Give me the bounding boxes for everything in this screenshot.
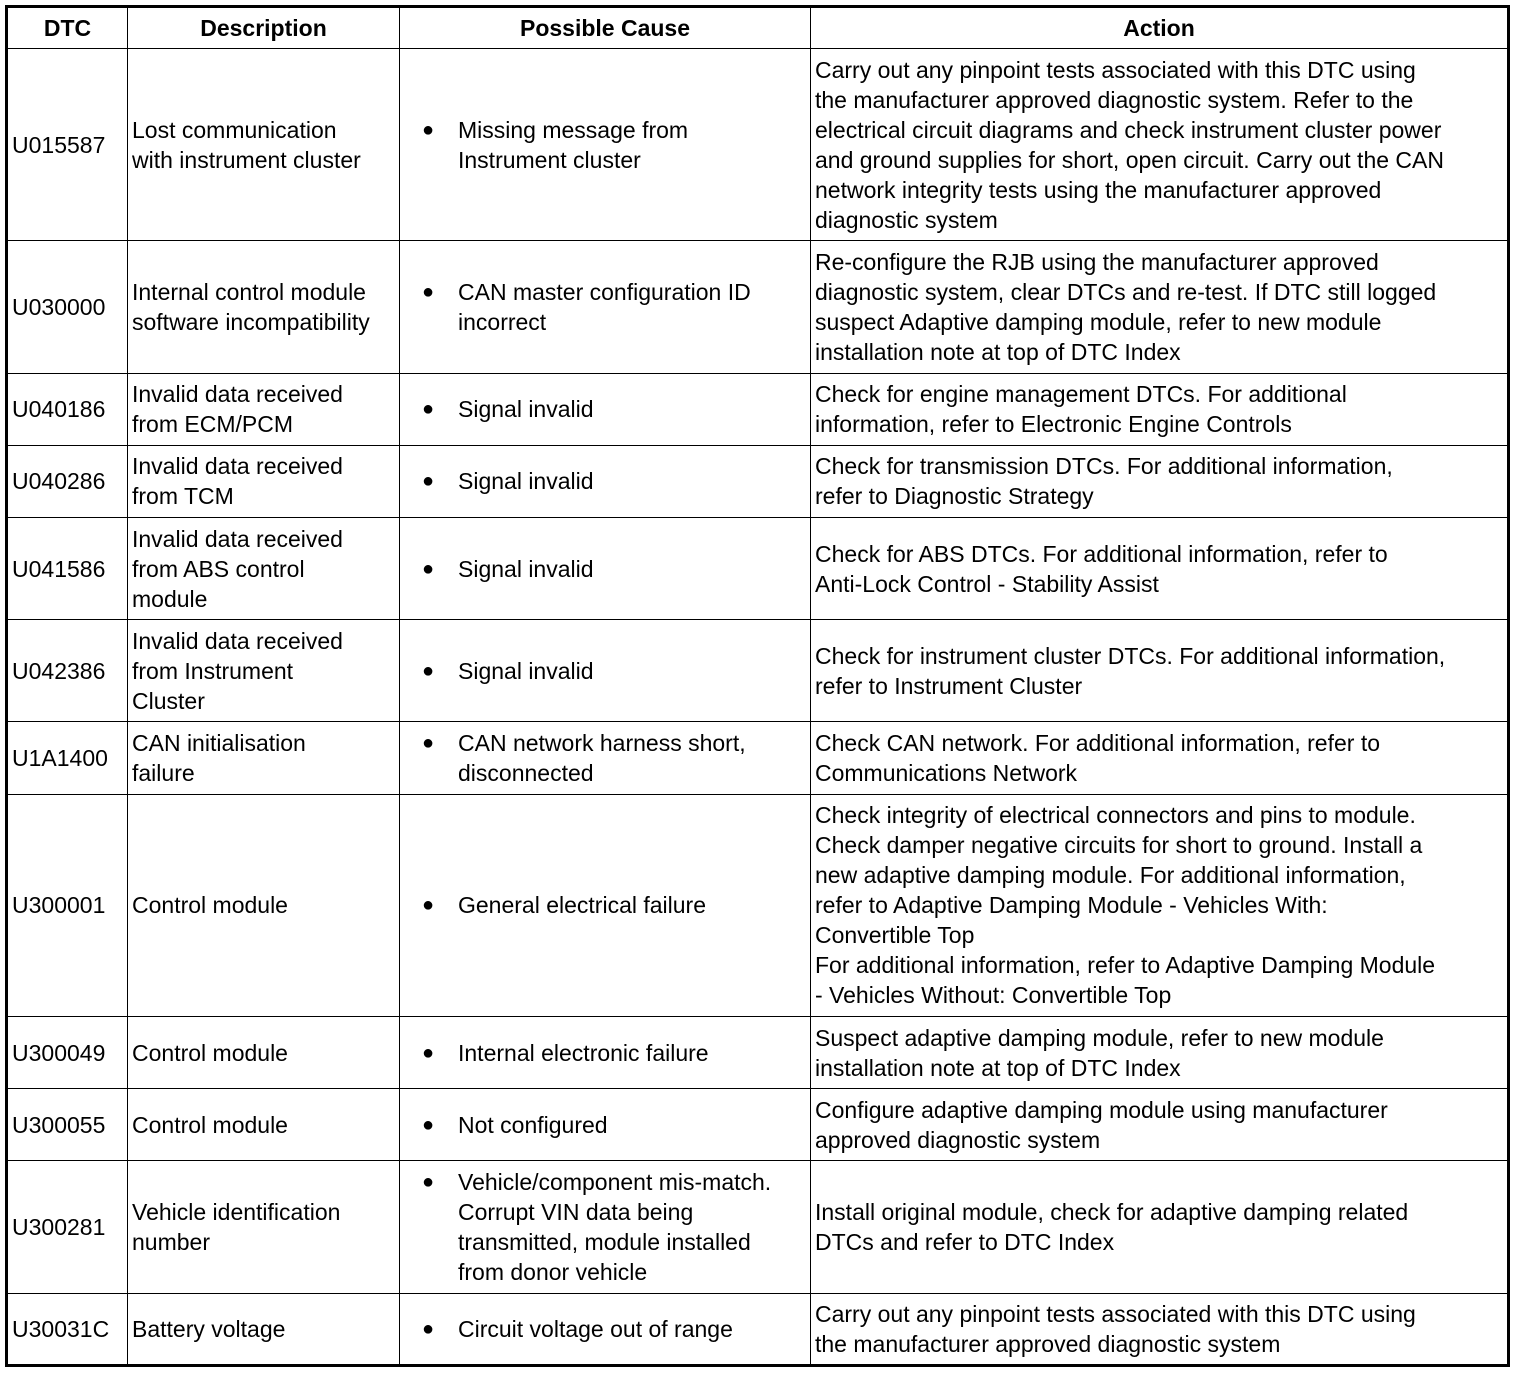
table-row	[7, 1293, 1509, 1365]
cause-text	[458, 554, 806, 584]
dtc-code: U300049	[7, 1017, 128, 1089]
text-line: Vehicle identification	[132, 1199, 341, 1226]
dtc-code: U1A1400	[7, 722, 128, 794]
text-line: Carry out any pinpoint tests associated with this DTC using	[815, 56, 1416, 83]
dtc-description	[128, 49, 400, 241]
text-line: installation note at top of DTC Index	[815, 1054, 1181, 1081]
dtc-code: U300001	[7, 794, 128, 1017]
cause-text	[458, 1110, 806, 1140]
header-description: Description	[128, 7, 400, 49]
dtc-code: U015587	[7, 49, 128, 241]
text-line: Signal invalid	[458, 468, 594, 495]
dtc-description	[128, 241, 400, 373]
dtc-code: U30031C	[7, 1293, 128, 1365]
text-line: from TCM	[132, 483, 234, 510]
text-line: Signal invalid	[458, 555, 594, 582]
bullet-icon: ●	[422, 1317, 435, 1340]
header-dtc: DTC	[7, 7, 128, 49]
cause-item	[404, 1314, 806, 1344]
cause-text	[458, 394, 806, 424]
text-line: from donor vehicle	[458, 1259, 648, 1286]
text-line: module	[132, 585, 208, 612]
text-line: installation note at top of DTC Index	[815, 339, 1181, 366]
action	[811, 241, 1509, 373]
text-line: information, refer to Electronic Engine Controls	[815, 411, 1292, 438]
possible-cause	[400, 722, 811, 794]
action	[811, 1089, 1509, 1161]
text-line: CAN network harness short,	[458, 730, 746, 757]
possible-cause	[400, 241, 811, 373]
possible-cause	[400, 445, 811, 517]
cause-text	[458, 466, 806, 496]
cause-text	[458, 277, 806, 337]
cause-item	[404, 394, 806, 424]
text-line: with instrument cluster	[132, 146, 361, 173]
dtc-description	[128, 1293, 400, 1365]
text-line: refer to Adaptive Damping Module - Vehicles With:	[815, 892, 1328, 919]
cause-item	[404, 656, 806, 686]
text-line: Signal invalid	[458, 657, 594, 684]
text-line: Corrupt VIN data being	[458, 1199, 694, 1226]
table-row	[7, 722, 1509, 794]
bullet-icon: ●	[422, 281, 435, 304]
text-line: Check damper negative circuits for short to ground. Install a	[815, 832, 1423, 859]
bullet-icon: ●	[422, 894, 435, 917]
cause-item	[404, 1110, 806, 1140]
text-line: Invalid data received	[132, 381, 343, 408]
bullet-icon: ●	[422, 557, 435, 580]
bullet-icon: ●	[422, 1171, 435, 1194]
text-line: Signal invalid	[458, 396, 594, 423]
text-line: transmitted, module installed	[458, 1229, 751, 1256]
text-line: Vehicle/component mis-match.	[458, 1169, 772, 1196]
action	[811, 1161, 1509, 1293]
dtc-description	[128, 794, 400, 1017]
dtc-description	[128, 1161, 400, 1293]
text-line: Internal electronic failure	[458, 1039, 709, 1066]
possible-cause	[400, 794, 811, 1017]
possible-cause	[400, 1089, 811, 1161]
action	[811, 49, 1509, 241]
bullet-icon: ●	[422, 659, 435, 682]
bullet-icon: ●	[422, 398, 435, 421]
text-line: Install original module, check for adaptive damping related	[815, 1199, 1409, 1226]
dtc-description	[128, 1017, 400, 1089]
possible-cause	[400, 1161, 811, 1293]
text-line: new adaptive damping module. For additional information,	[815, 862, 1406, 889]
table-row	[7, 1161, 1509, 1293]
table-row	[7, 518, 1509, 620]
text-line: approved diagnostic system	[815, 1126, 1101, 1153]
text-line: refer to Instrument Cluster	[815, 672, 1083, 699]
dtc-code: U042386	[7, 620, 128, 722]
action	[811, 445, 1509, 517]
cause-item	[404, 466, 806, 496]
table-row	[7, 620, 1509, 722]
text-line: the manufacturer approved diagnostic system	[815, 1330, 1281, 1357]
action	[811, 1017, 1509, 1089]
bullet-icon: ●	[422, 470, 435, 493]
cause-text	[458, 656, 806, 686]
dtc-table	[5, 5, 1510, 1367]
cause-item	[404, 277, 806, 337]
text-line: Re-configure the RJB using the manufacturer approved	[815, 249, 1379, 276]
text-line: number	[132, 1229, 210, 1256]
table-row	[7, 445, 1509, 517]
action	[811, 1293, 1509, 1365]
text-line: Control module	[132, 1111, 288, 1138]
dtc-code: U300281	[7, 1161, 128, 1293]
text-line: Lost communication	[132, 116, 337, 143]
text-line: Invalid data received	[132, 453, 343, 480]
text-line: Convertible Top	[815, 922, 975, 949]
action	[811, 794, 1509, 1017]
bullet-icon: ●	[422, 1113, 435, 1136]
dtc-code: U030000	[7, 241, 128, 373]
cause-item	[404, 554, 806, 584]
dtc-description	[128, 373, 400, 445]
action	[811, 620, 1509, 722]
text-line: - Vehicles Without: Convertible Top	[815, 982, 1172, 1009]
text-line: Check for ABS DTCs. For additional information, refer to	[815, 540, 1388, 567]
dtc-description	[128, 1089, 400, 1161]
text-line: Check CAN network. For additional information, refer to	[815, 730, 1381, 757]
bullet-icon: ●	[422, 732, 435, 755]
text-line: Cluster	[132, 687, 205, 714]
possible-cause	[400, 373, 811, 445]
text-line: diagnostic system	[815, 206, 998, 233]
text-line: Carry out any pinpoint tests associated with this DTC using	[815, 1300, 1416, 1327]
possible-cause	[400, 1293, 811, 1365]
text-line: from ECM/PCM	[132, 411, 293, 438]
text-line: from Instrument	[132, 657, 294, 684]
text-line: Internal control module	[132, 279, 366, 306]
possible-cause	[400, 49, 811, 241]
text-line: Circuit voltage out of range	[458, 1315, 733, 1342]
text-line: Check integrity of electrical connectors and pins to module.	[815, 802, 1416, 829]
text-line: from ABS control	[132, 555, 305, 582]
action	[811, 518, 1509, 620]
text-line: incorrect	[458, 309, 547, 336]
text-line: Check for engine management DTCs. For additional	[815, 381, 1347, 408]
cause-text	[458, 890, 806, 920]
dtc-code: U041586	[7, 518, 128, 620]
dtc-description	[128, 722, 400, 794]
text-line: Control module	[132, 892, 288, 919]
text-line: Configure adaptive damping module using manufacturer	[815, 1096, 1388, 1123]
possible-cause	[400, 1017, 811, 1089]
text-line: Instrument cluster	[458, 146, 641, 173]
cause-text	[458, 728, 806, 788]
header-action: Action	[811, 7, 1509, 49]
header-possible-cause: Possible Cause	[400, 7, 811, 49]
table-row	[7, 794, 1509, 1017]
table-row	[7, 49, 1509, 241]
dtc-description	[128, 445, 400, 517]
cause-item	[404, 1167, 806, 1287]
text-line: disconnected	[458, 760, 594, 787]
cause-text	[458, 1314, 806, 1344]
dtc-code: U040286	[7, 445, 128, 517]
text-line: network integrity tests using the manufacturer approved	[815, 176, 1382, 203]
dtc-description	[128, 620, 400, 722]
text-line: Suspect adaptive damping module, refer to new module	[815, 1024, 1384, 1051]
bullet-icon: ●	[422, 1041, 435, 1064]
text-line: Invalid data received	[132, 525, 343, 552]
text-line: Communications Network	[815, 760, 1078, 787]
text-line: refer to Diagnostic Strategy	[815, 483, 1094, 510]
action	[811, 722, 1509, 794]
text-line: Battery voltage	[132, 1315, 286, 1342]
text-line: DTCs and refer to DTC Index	[815, 1229, 1115, 1256]
dtc-code: U040186	[7, 373, 128, 445]
text-line: the manufacturer approved diagnostic system. Refer to the	[815, 86, 1414, 113]
text-line: CAN initialisation	[132, 730, 306, 757]
header-row	[7, 7, 1509, 49]
cause-item	[404, 728, 806, 788]
bullet-icon: ●	[422, 118, 435, 141]
dtc-description	[128, 518, 400, 620]
cause-text	[458, 115, 806, 175]
cause-item	[404, 890, 806, 920]
possible-cause	[400, 518, 811, 620]
table-row	[7, 1017, 1509, 1089]
table-row	[7, 373, 1509, 445]
cause-item	[404, 1038, 806, 1068]
text-line: Missing message from	[458, 116, 689, 143]
text-line: Check for transmission DTCs. For additional information,	[815, 453, 1393, 480]
possible-cause	[400, 620, 811, 722]
text-line: electrical circuit diagrams and check instrument cluster power	[815, 116, 1442, 143]
cause-text	[458, 1038, 806, 1068]
text-line: CAN master configuration ID	[458, 279, 751, 306]
dtc-code: U300055	[7, 1089, 128, 1161]
table-row	[7, 1089, 1509, 1161]
cause-text	[458, 1167, 806, 1287]
text-line: Not configured	[458, 1111, 608, 1138]
table-row	[7, 241, 1509, 373]
text-line: diagnostic system, clear DTCs and re-test. If DTC still logged	[815, 279, 1437, 306]
action	[811, 373, 1509, 445]
text-line: Invalid data received	[132, 627, 343, 654]
text-line: General electrical failure	[458, 892, 707, 919]
text-line: Control module	[132, 1039, 288, 1066]
text-line: software incompatibility	[132, 309, 370, 336]
text-line: For additional information, refer to Adaptive Damping Module	[815, 952, 1436, 979]
text-line: and ground supplies for short, open circuit. Carry out the CAN	[815, 146, 1444, 173]
cause-item	[404, 115, 806, 175]
text-line: Anti-Lock Control - Stability Assist	[815, 570, 1159, 597]
text-line: Check for instrument cluster DTCs. For additional information,	[815, 642, 1446, 669]
text-line: failure	[132, 760, 195, 787]
text-line: suspect Adaptive damping module, refer to new module	[815, 309, 1382, 336]
